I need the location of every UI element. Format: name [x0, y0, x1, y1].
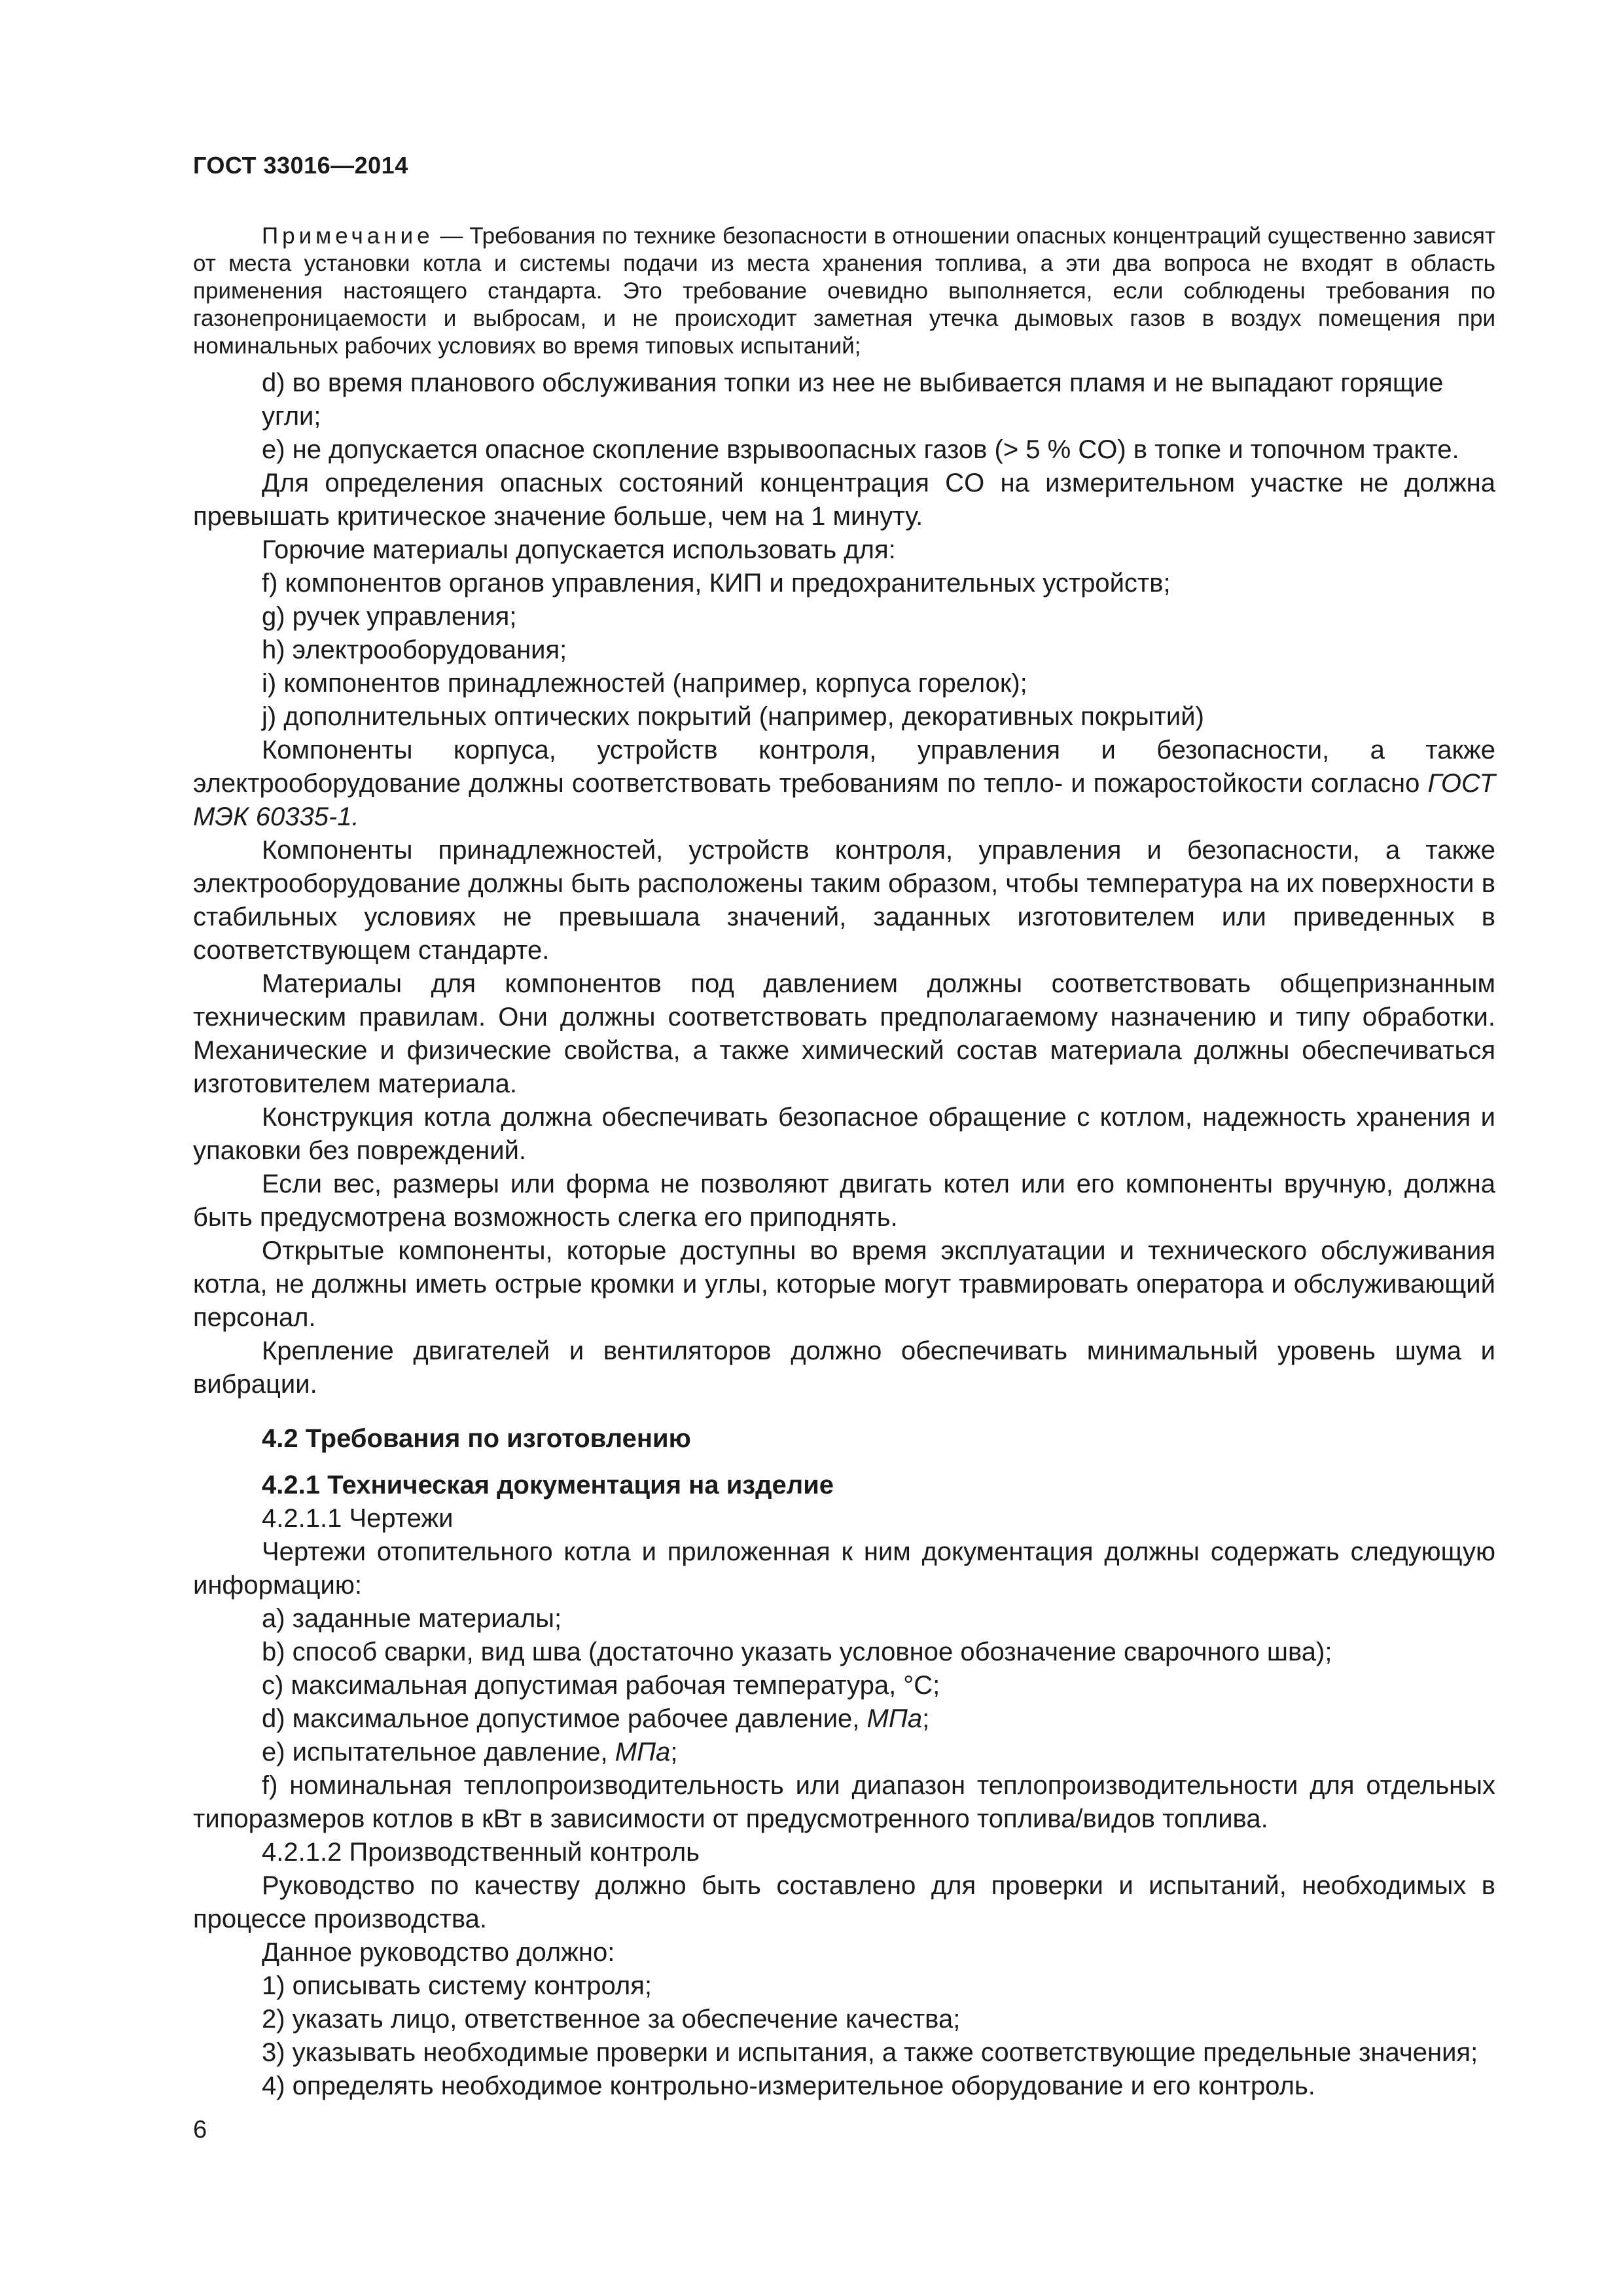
paragraph-co-concentration: Для определения опасных состояний концентрация CO на измерительном участке не должна превышать критическое значение больше, чем на 1 минуту.	[193, 469, 1495, 531]
paragraph-quality-manual: Руководство по качеству должно быть составлено для проверки и испытаний, необходимых в процессе производства.	[193, 1871, 1495, 1933]
manual-item-3: 3) указывать необходимые проверки и испытания, а также соответствующие предельные значения;	[262, 2038, 1478, 2067]
drawing-item-a: a) заданные материалы;	[262, 1604, 562, 1633]
drawing-item-d-text: d) максимальное допустимое рабочее давление,	[262, 1704, 867, 1733]
list-item-f: f) компонентов органов управления, КИП и предохранительных устройств;	[262, 569, 1171, 598]
list-item-e: e) не допускается опасное скопление взрывоопасных газов (> 5 % CO) в топке и топочном тракте.	[262, 435, 1459, 464]
list-item-h: h) электрооборудования;	[262, 636, 567, 664]
paragraph-motors: Крепление двигателей и вентиляторов должно обеспечивать минимальный уровень шума и вибрации.	[193, 1336, 1495, 1399]
list-item-d: d) во время планового обслуживания топки из нее не выбивается пламя и не выпадают горящие угли;	[262, 368, 1444, 431]
paragraph-handling: Конструкция котла должна обеспечивать безопасное обращение с котлом, надежность хранения и упаковки без повреждений.	[193, 1103, 1495, 1165]
section-heading-4-2-1-2: 4.2.1.2 Производственный контроль	[262, 1838, 700, 1867]
drawing-item-d-end: ;	[922, 1704, 930, 1733]
manual-item-2: 2) указать лицо, ответственное за обеспечение качества;	[262, 2005, 961, 2034]
note-label: Примечание	[262, 223, 434, 249]
note-text: — Требования по технике безопасности в отношении опасных концентраций существенно зависят от места установки котла и системы подачи из места хранения топлива, а эти два вопроса не входят в область применения настоящего стандарта. Это требование очевидно выполняется, если соблюдены требования по газонепроницаемости и выбросам, и не происходит заметная утечка дымовых газов в воздух помещения при номинальных рабочих условиях во время типовых испытаний;	[193, 223, 1495, 359]
paragraph-housing	[193, 734, 1495, 834]
page-number: 6	[193, 2116, 207, 2144]
drawing-item-b: b) способ сварки, вид шва (достаточно указать условное обозначение сварочного шва);	[262, 1638, 1332, 1666]
list-item-j: j) дополнительных оптических покрытий (например, декоративных покрытий)	[262, 702, 1204, 731]
manual-item-4: 4) определять необходимое контрольно-измерительное оборудование и его контроль.	[262, 2072, 1315, 2100]
manual-item-1: 1) описывать систему контроля;	[262, 1971, 652, 2000]
paragraph-drawings: Чертежи отопительного котла и приложенная к ним документация должны содержать следующую информацию:	[193, 1537, 1495, 1600]
paragraph-accessories: Компоненты принадлежностей, устройств контроля, управления и безопасности, а также электрооборудование должны быть расположены таким образом, чтобы температура на их поверхности в стабильных условиях не превышала значений, заданных изготовителем или приведенных в соответствующем стандарте.	[193, 836, 1495, 965]
section-heading-4-2-1: 4.2.1 Техническая документация на изделие	[262, 1471, 834, 1499]
drawing-item-d-unit: МПа	[866, 1704, 923, 1733]
drawing-item-e-end: ;	[670, 1738, 678, 1767]
drawing-item-f: f) номинальная теплопроизводительность или диапазон теплопроизводительности для отдельных типоразмеров котлов в кВт в зависимости от предусмотренного топлива/видов топлива.	[193, 1771, 1495, 1833]
drawing-item-e-unit: МПа	[615, 1738, 671, 1767]
paragraph-sharp-edges: Открытые компоненты, которые доступны во время эксплуатации и технического обслуживания котла, не должны иметь острые кромки и углы, которые могут травмировать оператора и обслуживающий персонал.	[193, 1236, 1495, 1332]
paragraph-manual-intro: Данное руководство должно:	[262, 1938, 615, 1967]
section-heading-4-2: 4.2 Требования по изготовлению	[262, 1424, 691, 1453]
standard-reference: ГОСТ МЭК 60335-1.	[193, 769, 1495, 831]
paragraph-pressure-materials: Материалы для компонентов под давлением должны соответствовать общепризнанным техническим правилам. Они должны соответствовать предполагаемому назначению и типу обработки. Механические и физические свойства, а также химический состав материала должны обеспечиваться изготовителем материала.	[193, 969, 1495, 1098]
drawing-item-e-text: e) испытательное давление,	[262, 1738, 615, 1767]
document-body	[193, 223, 1495, 2103]
note-paragraph	[193, 223, 1495, 360]
drawing-item-d	[193, 1702, 1495, 1736]
list-item-g: g) ручек управления;	[262, 602, 517, 631]
drawing-item-e	[193, 1736, 1495, 1769]
section-heading-4-2-1-1: 4.2.1.1 Чертежи	[262, 1504, 454, 1533]
drawing-item-c: c) максимальная допустимая рабочая температура, °C;	[262, 1671, 940, 1700]
paragraph-flammable-intro: Горючие материалы допускается использовать для:	[262, 535, 896, 564]
list-item-i: i) компонентов принадлежностей (например, корпуса горелок);	[262, 669, 1027, 698]
document-header: ГОСТ 33016—2014	[193, 152, 408, 179]
paragraph-housing-text: Компоненты корпуса, устройств контроля, управления и безопасности, а также электрооборудование должны соответствовать требованиям по тепло- и пожаростойкости согласно	[193, 736, 1495, 798]
paragraph-lifting: Если вес, размеры или форма не позволяют двигать котел или его компоненты вручную, должна быть предусмотрена возможность слегка его приподнять.	[193, 1170, 1495, 1232]
